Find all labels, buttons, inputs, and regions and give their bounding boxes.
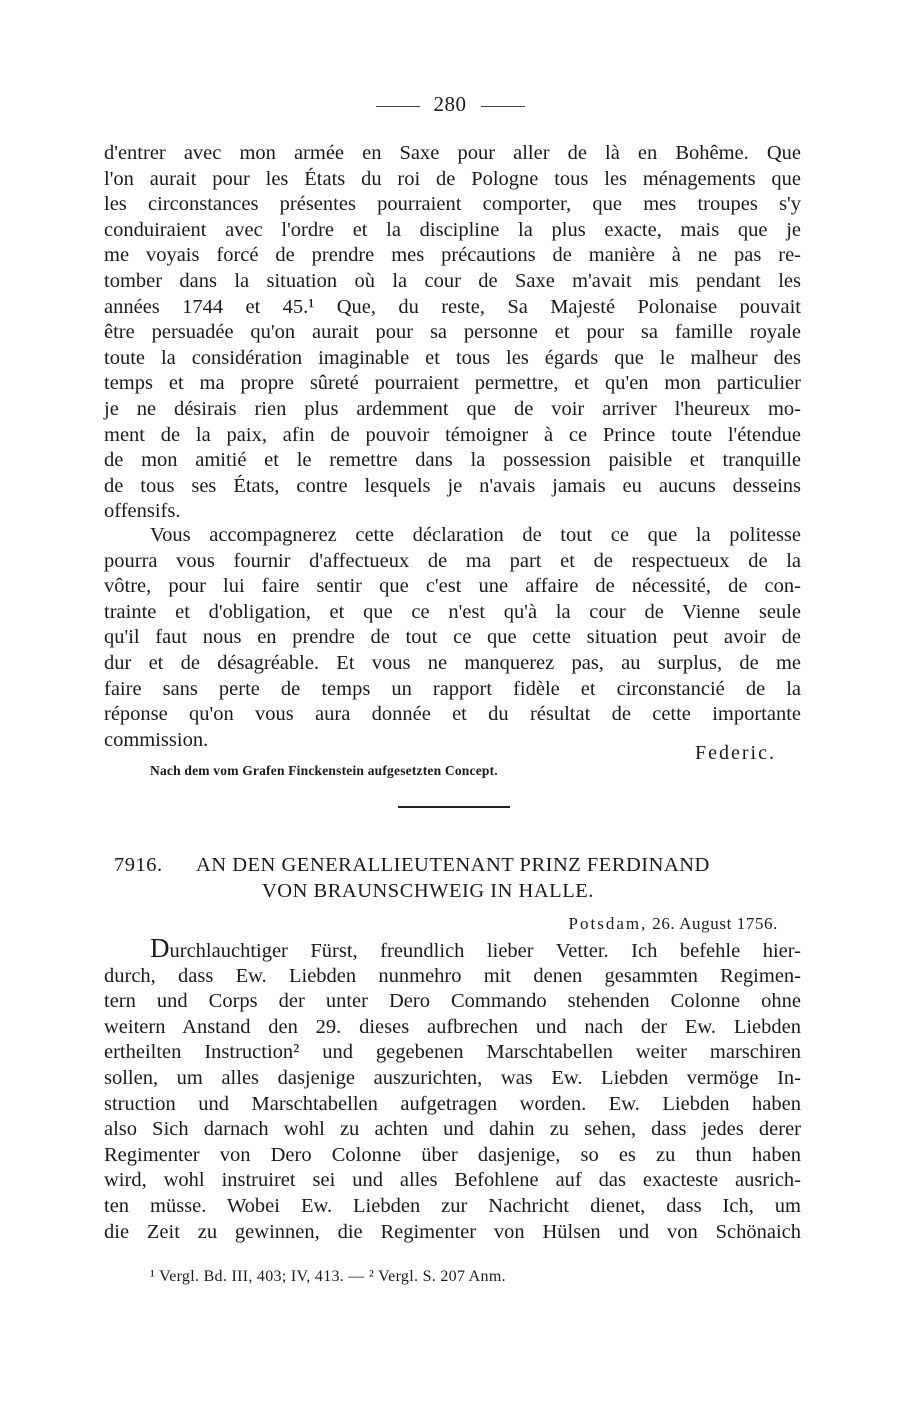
signature: Federic. xyxy=(695,742,776,764)
letter-paragraph-1 xyxy=(104,141,801,525)
text-line: de tous ses États, contre lesquels je n'avais jamais eu aucuns desseins xyxy=(104,474,801,497)
page-header xyxy=(0,92,900,117)
text-line: être persuadée qu'on aurait pour sa personne et pour sa famille royale xyxy=(104,321,801,344)
text-line: faire sans perte de temps un rapport fidèle et circonstancié de la xyxy=(104,677,801,700)
text-line: tomber dans la situation où la cour de Saxe m'avait mis pendant les xyxy=(104,269,801,292)
text-line: trainte et d'obligation, et que ce n'est qu'à la cour de Vienne seule xyxy=(104,600,801,623)
header-dash-right xyxy=(481,106,525,107)
footnote: ¹ Vergl. Bd. III, 403; IV, 413. — ² Vergl. S. 207 Anm. xyxy=(150,1268,506,1285)
text-line: weitern Anstand den 29. dieses aufbrechen und nach der Ew. Liebden xyxy=(104,1015,801,1038)
letter-paragraph-3 xyxy=(104,933,801,1245)
text-line: Vous accompagnerez cette déclaration de tout ce que la politesse xyxy=(150,524,801,546)
text-line: réponse qu'on vous aura donnée et du résultat de cette importante xyxy=(104,703,801,726)
date-place: Potsdam, xyxy=(568,914,648,933)
document-title-line-1: AN DEN GENERALLIEUTENANT PRINZ FERDINAND xyxy=(196,854,710,876)
initial-letter: D xyxy=(150,933,170,963)
text-line: pourra vous fournir d'affectueux de ma part et de respectueux de la xyxy=(104,549,801,572)
page-number: 280 xyxy=(433,92,467,116)
text-line: struction und Marschtabellen aufgetragen worden. Ew. Liebden haben xyxy=(104,1092,801,1115)
dateline xyxy=(569,914,778,934)
text-line: l'on aurait pour les États du roi de Pologne tous les ménagements que xyxy=(104,167,801,190)
header-dash-left xyxy=(376,106,420,107)
document-title-line-2: VON BRAUNSCHWEIG IN HALLE. xyxy=(262,880,594,902)
text-line: les circonstances présentes pourraient comporter, que mes troupes s'y xyxy=(104,193,801,216)
text-line: die Zeit zu gewinnen, die Regimenter von Hülsen und von Schönaich xyxy=(104,1220,801,1243)
text-line: offensifs. xyxy=(104,500,181,523)
section-divider xyxy=(398,806,510,808)
source-note: Nach dem vom Grafen Finckenstein aufgesetzten Concept. xyxy=(150,763,498,778)
text-line: vôtre, pour lui faire sentir que c'est une affaire de nécessité, de con- xyxy=(104,575,801,598)
text-line: also Sich darnach wohl zu achten und dahin zu sehen, dass jedes derer xyxy=(104,1118,801,1141)
text-line: temps et ma propre sûreté pourraient permettre, et qu'en mon particulier xyxy=(104,372,801,395)
text-line: conduiraient avec l'ordre et la discipline la plus exacte, mais que je xyxy=(104,218,801,241)
letter-paragraph-2 xyxy=(104,523,801,753)
text-line xyxy=(104,933,801,964)
text-line: tern und Corps der unter Dero Commando stehenden Colonne ohne xyxy=(104,990,801,1013)
text-line: me voyais forcé de prendre mes précautions de manière à ne pas re- xyxy=(104,244,801,267)
text-line: ten müsse. Wobei Ew. Liebden zur Nachricht dienet, dass Ich, um xyxy=(104,1194,801,1217)
text-line: durch, dass Ew. Liebden nunmehro mit denen gesammten Regimen- xyxy=(104,964,801,987)
text-line: je ne désirais rien plus ardemment que de voir arriver l'heureux mo- xyxy=(104,397,801,420)
text-line: qu'il faut nous en prendre de tout ce que cette situation peut avoir de xyxy=(104,626,801,649)
text-line: ment de la paix, afin de pouvoir témoigner à ce Prince toute l'étendue xyxy=(104,423,801,446)
first-line-rest: urchlauchtiger Fürst, freundlich lieber Vetter. Ich befehle hier- xyxy=(169,940,801,962)
text-line: dur et de désagréable. Et vous ne manquerez pas, au surplus, de me xyxy=(104,651,801,674)
text-line: commission. xyxy=(104,728,209,751)
date-text: 26. August 1756. xyxy=(652,914,778,933)
text-line: ertheilten Instruction² und gegebenen Marschtabellen weiter marschiren xyxy=(104,1041,801,1064)
text-line: wird, wohl instruiret sei und alles Befohlene auf das exacteste ausrich- xyxy=(104,1169,801,1192)
document-number: 7916. xyxy=(114,854,163,876)
text-line: toute la considération imaginable et tous les égards que le malheur des xyxy=(104,346,801,369)
text-line: Regimenter von Dero Colonne über dasjenige, so es zu thun haben xyxy=(104,1143,801,1166)
text-line: années 1744 et 45.¹ Que, du reste, Sa Majesté Polonaise pouvait xyxy=(104,295,801,318)
text-line: de mon amitié et le remettre dans la possession paisible et tranquille xyxy=(104,449,801,472)
text-line: d'entrer avec mon armée en Saxe pour aller de là en Bohême. Que xyxy=(104,142,801,164)
text-line: sollen, um alles dasjenige auszurichten, was Ew. Liebden vermöge In- xyxy=(104,1066,801,1089)
